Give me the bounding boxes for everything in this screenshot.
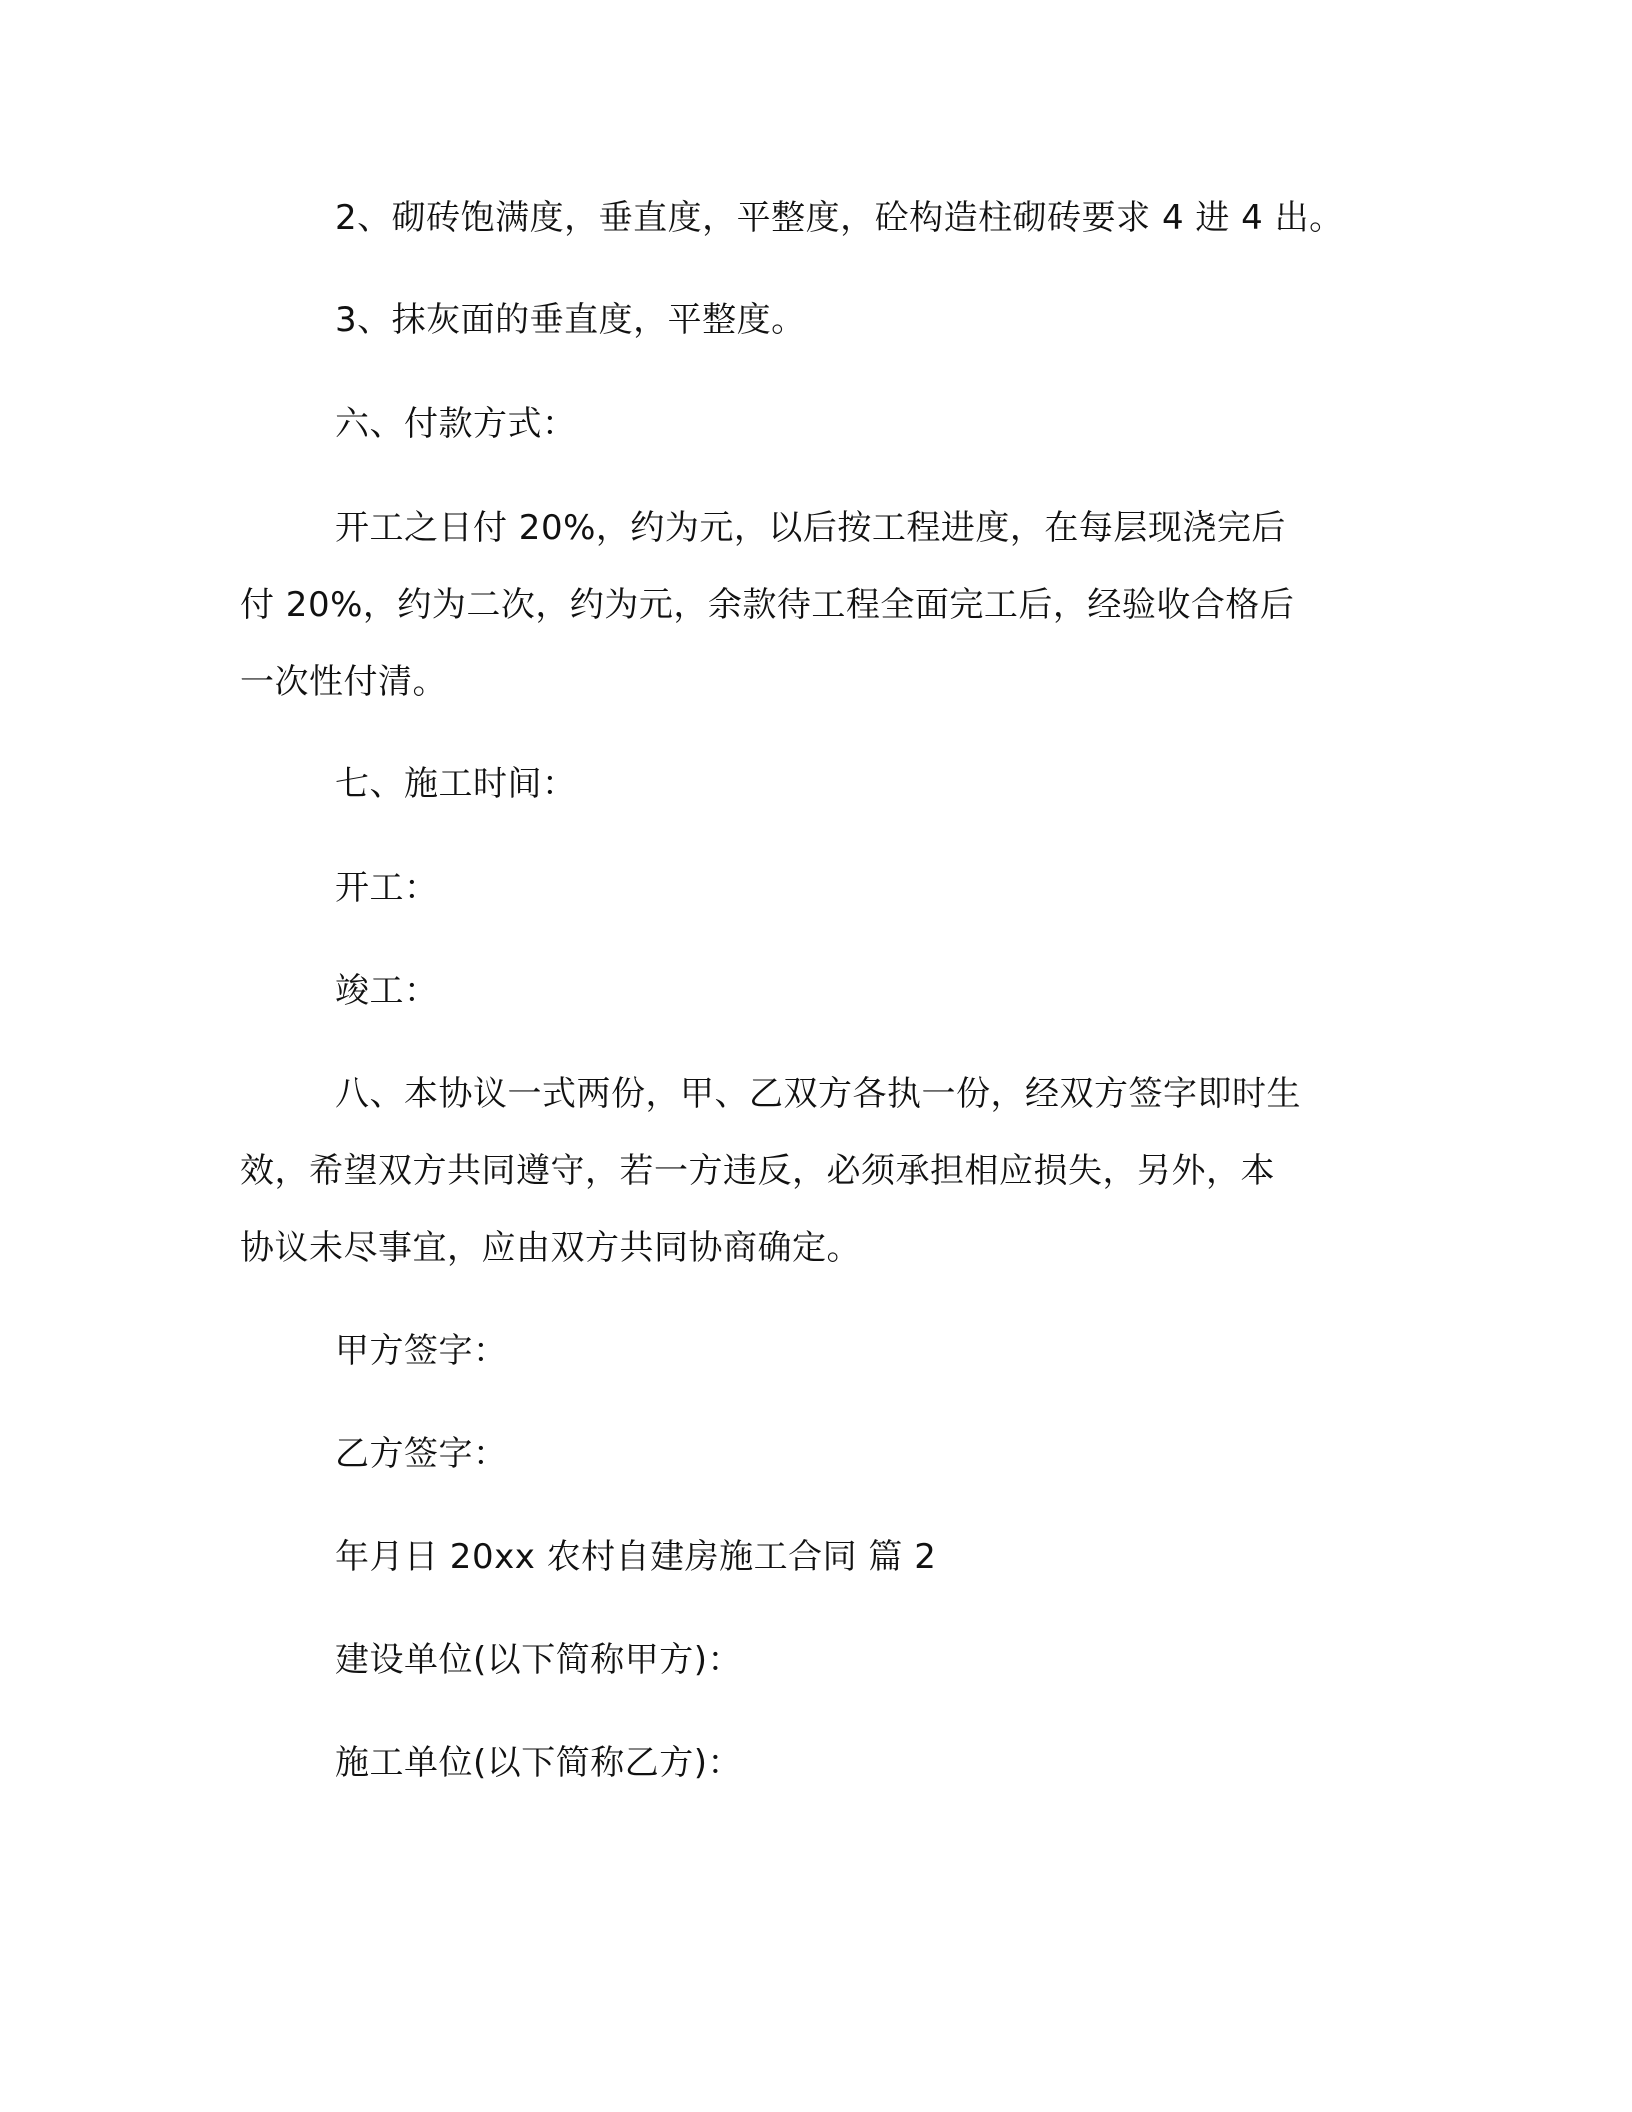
clause-plaster-quality: 3、抹灰面的垂直度，平整度。 <box>335 300 806 340</box>
payment-text-line-1: 开工之日付 20%，约为元，以后按工程进度，在每层现浇完后 <box>335 508 1286 548</box>
payment-text-line-2: 付 20%，约为二次，约为元，余款待工程全面完工后，经验收合格后 <box>240 585 1295 625</box>
start-date-label: 开工： <box>335 868 439 908</box>
agreement-text-line-2: 效，希望双方共同遵守，若一方违反，必须承担相应损失，另外，本 <box>240 1151 1275 1191</box>
heading-construction-time: 七、施工时间： <box>335 764 577 804</box>
clause-masonry-quality: 2、砌砖饱满度，垂直度，平整度，砼构造柱砌砖要求 4 进 4 出。 <box>335 198 1344 238</box>
heading-payment-method: 六、付款方式： <box>335 404 577 444</box>
party-b-signature-label: 乙方签字： <box>335 1434 508 1474</box>
party-a-signature-label: 甲方签字： <box>335 1331 508 1371</box>
agreement-text-line-1: 八、本协议一式两份，甲、乙双方各执一份，经双方签字即时生 <box>335 1074 1301 1114</box>
payment-text-line-3: 一次性付清。 <box>240 662 447 702</box>
contractor-unit-label: 施工单位(以下简称乙方)： <box>335 1743 743 1783</box>
date-and-next-contract-title: 年月日 20xx 农村自建房施工合同 篇 2 <box>335 1537 937 1577</box>
agreement-text-line-3: 协议未尽事宜，应由双方共同协商确定。 <box>240 1228 861 1268</box>
completion-date-label: 竣工： <box>335 971 439 1011</box>
construction-unit-label: 建设单位(以下简称甲方)： <box>335 1640 743 1680</box>
